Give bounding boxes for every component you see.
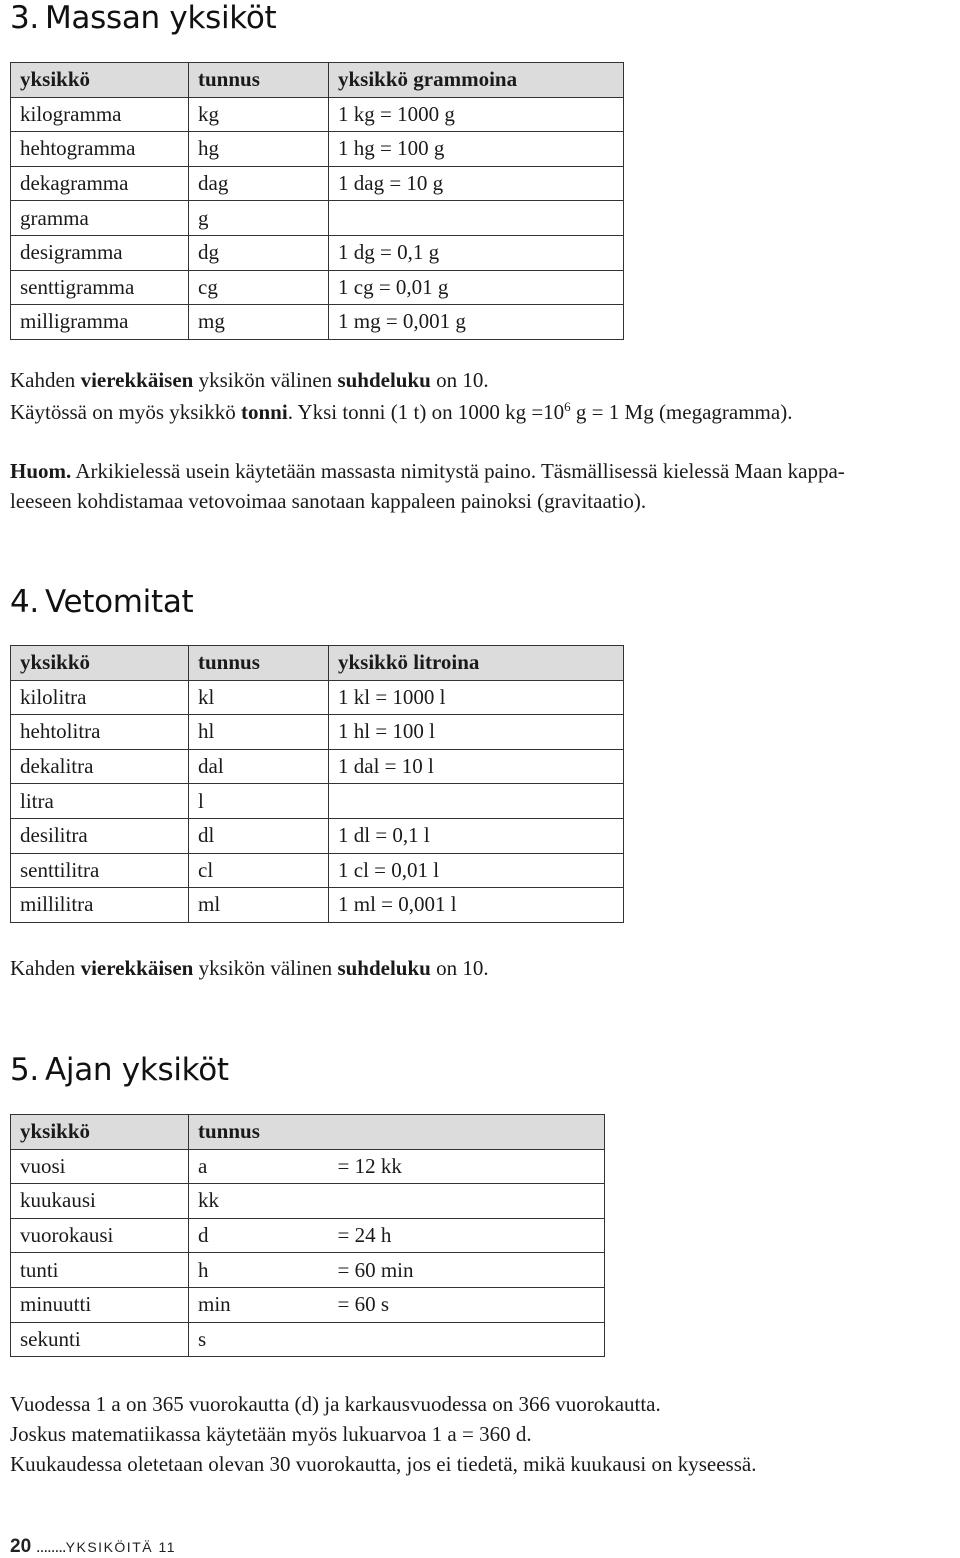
table-cell: cl xyxy=(189,853,329,888)
column-header xyxy=(329,1115,605,1150)
table-cell: 1 cg = 0,01 g xyxy=(329,270,624,305)
table-cell: desigramma xyxy=(11,235,189,270)
note-line-2: leeseen kohdistamaa vetovoimaa sanotaan kappaleen painoksi (gravitaatio). xyxy=(10,489,647,513)
table-cell: dag xyxy=(189,166,329,201)
table-row xyxy=(11,1253,605,1288)
table-header-row xyxy=(11,646,624,681)
table-row xyxy=(11,888,624,923)
table-row xyxy=(11,1149,605,1184)
table-row xyxy=(11,270,624,305)
table-cell: litra xyxy=(11,784,189,819)
table-cell: 1 dl = 0,1 l xyxy=(329,818,624,853)
table-cell: kl xyxy=(189,680,329,715)
table-cell xyxy=(329,784,624,819)
column-header: yksikkö grammoina xyxy=(329,63,624,98)
table-row xyxy=(11,235,624,270)
volume-ratio-text: Kahden vierekkäisen yksikön välinen suhdeluku on 10. xyxy=(10,956,489,980)
table-cell: g xyxy=(189,201,329,236)
table-cell: = 60 min xyxy=(329,1253,605,1288)
table-cell: minuutti xyxy=(11,1287,189,1322)
table-cell: 1 kg = 1000 g xyxy=(329,97,624,132)
volume-units-table xyxy=(10,645,624,923)
table-cell: dl xyxy=(189,818,329,853)
column-header: yksikkö xyxy=(11,646,189,681)
column-header: yksikkö xyxy=(11,63,189,98)
table-cell: kilogramma xyxy=(11,97,189,132)
table-cell: dal xyxy=(189,749,329,784)
table-cell: min xyxy=(189,1287,329,1322)
section-heading-time: 5. Ajan yksiköt xyxy=(10,1052,229,1088)
table-cell: a xyxy=(189,1149,329,1184)
table-cell: millilitra xyxy=(11,888,189,923)
column-header: yksikkö litroina xyxy=(329,646,624,681)
column-header: yksikkö xyxy=(11,1115,189,1150)
table-row xyxy=(11,680,624,715)
table-row xyxy=(11,132,624,167)
table-cell: vuorokausi xyxy=(11,1218,189,1253)
section-heading-mass: 3. Massan yksiköt xyxy=(10,0,277,36)
table-row xyxy=(11,1218,605,1253)
time-units-table xyxy=(10,1114,605,1357)
table-header-row xyxy=(11,1115,605,1150)
table-row xyxy=(11,853,624,888)
table-cell: 1 cl = 0,01 l xyxy=(329,853,624,888)
table-cell: cg xyxy=(189,270,329,305)
column-header: tunnus xyxy=(189,646,329,681)
table-cell: 1 ml = 0,001 l xyxy=(329,888,624,923)
table-cell: dg xyxy=(189,235,329,270)
table-cell: = 60 s xyxy=(329,1287,605,1322)
table-cell: hg xyxy=(189,132,329,167)
tonni-text: Käytössä on myös yksikkö tonni. Yksi tonni (1 t) on 1000 kg $=10^6$ g = 1 Mg (megagramma). xyxy=(10,399,793,424)
table-row xyxy=(11,1287,605,1322)
table-cell: kuukausi xyxy=(11,1184,189,1219)
table-row xyxy=(11,1184,605,1219)
table-cell: tunti xyxy=(11,1253,189,1288)
table-cell: dekagramma xyxy=(11,166,189,201)
table-row xyxy=(11,818,624,853)
section-heading-volume: 4. Vetomitat xyxy=(10,584,194,620)
table-cell: gramma xyxy=(11,201,189,236)
table-cell: hl xyxy=(189,715,329,750)
table-cell: d xyxy=(189,1218,329,1253)
table-cell: 1 mg = 0,001 g xyxy=(329,305,624,340)
table-row xyxy=(11,201,624,236)
table-cell xyxy=(329,201,624,236)
table-cell: sekunti xyxy=(11,1322,189,1357)
table-header-row xyxy=(11,63,624,98)
time-note-line-2: Joskus matematiikassa käytetään myös lukuarvoa 1 a = 360 d. xyxy=(10,1422,532,1446)
table-cell: ml xyxy=(189,888,329,923)
table-cell: l xyxy=(189,784,329,819)
table-row xyxy=(11,97,624,132)
table-row xyxy=(11,1322,605,1357)
column-header: tunnus xyxy=(189,63,329,98)
mass-units-table xyxy=(10,62,624,340)
table-cell: h xyxy=(189,1253,329,1288)
table-row xyxy=(11,784,624,819)
table-row xyxy=(11,715,624,750)
table-cell: hehtogramma xyxy=(11,132,189,167)
table-cell: senttilitra xyxy=(11,853,189,888)
page-footer xyxy=(10,1536,176,1558)
table-cell: 1 dal = 10 l xyxy=(329,749,624,784)
table-cell: mg xyxy=(189,305,329,340)
column-header: tunnus xyxy=(189,1115,329,1150)
table-cell: = 12 kk xyxy=(329,1149,605,1184)
time-note-line-3: Kuukaudessa oletetaan olevan 30 vuorokautta, jos ei tiedetä, mikä kuukausi on kyseessä. xyxy=(10,1452,757,1476)
page-number: 20 xyxy=(10,1536,32,1557)
table-cell: 1 kl = 1000 l xyxy=(329,680,624,715)
table-cell: kg xyxy=(189,97,329,132)
table-cell xyxy=(329,1322,605,1357)
table-cell xyxy=(329,1184,605,1219)
table-cell: s xyxy=(189,1322,329,1357)
table-cell: dekalitra xyxy=(11,749,189,784)
table-cell: = 24 h xyxy=(329,1218,605,1253)
table-row xyxy=(11,166,624,201)
table-cell: 1 hg = 100 g xyxy=(329,132,624,167)
table-cell: desilitra xyxy=(11,818,189,853)
mass-ratio-text: Kahden vierekkäisen yksikön välinen suhdeluku on 10. xyxy=(10,368,489,392)
table-cell: hehtolitra xyxy=(11,715,189,750)
table-cell: 1 hl = 100 l xyxy=(329,715,624,750)
note-line-1: Huom. Arkikielessä usein käytetään massasta nimitystä paino. Täsmällisessä kielessä Maan kappa- xyxy=(10,459,845,483)
footer-leader-dots: ........ xyxy=(35,1537,66,1556)
table-cell: 1 dag = 10 g xyxy=(329,166,624,201)
time-note-line-1: Vuodessa 1 a on 365 vuorokautta (d) ja karkausvuodessa on 366 vuorokautta. xyxy=(10,1392,661,1416)
table-row xyxy=(11,749,624,784)
table-cell: kk xyxy=(189,1184,329,1219)
table-cell: vuosi xyxy=(11,1149,189,1184)
table-cell: 1 dg = 0,1 g xyxy=(329,235,624,270)
table-cell: senttigramma xyxy=(11,270,189,305)
table-cell: milligramma xyxy=(11,305,189,340)
footer-label: YKSIKÖITÄ 11 xyxy=(65,1539,177,1555)
table-row xyxy=(11,305,624,340)
table-cell: kilolitra xyxy=(11,680,189,715)
